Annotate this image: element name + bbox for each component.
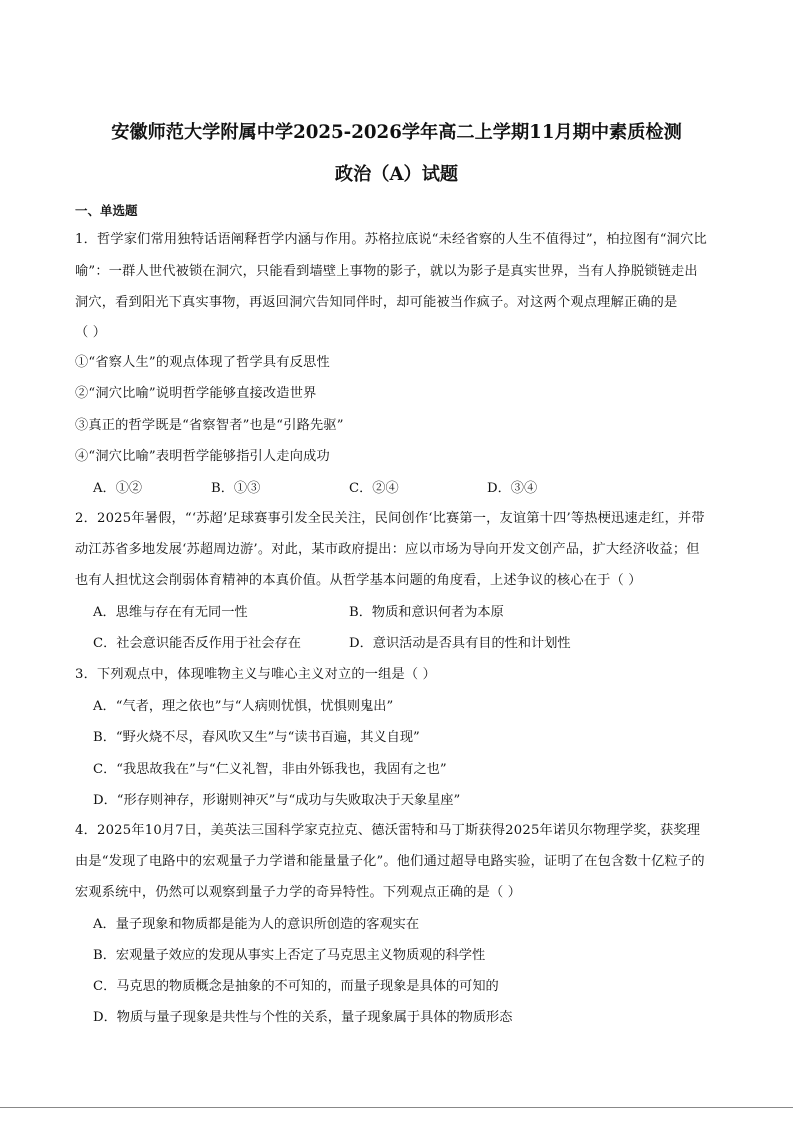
q4-option-b: B．宏观量子效应的发现从事实上否定了马克思主义物质观的科学性	[93, 948, 486, 963]
q2-option-d: D．意识活动是否具有目的性和计划性	[349, 636, 571, 651]
q2-option-b: B．物质和意识何者为本原	[349, 605, 504, 620]
q1-option-b: B．①③	[211, 481, 261, 496]
q3-stem-line1: 3．下列观点中，体现唯物主义与唯心主义对立的一组是（ ）	[75, 667, 437, 682]
q1-stem-line4: （ ）	[75, 325, 107, 340]
page-title-line1: 安徽师范大学附属中学2025-2026学年高二上学期11月期中素质检测	[111, 122, 682, 143]
q3-option-c: C．“我思故我在”与“仁义礼智，非由外铄我也，我固有之也”	[93, 762, 447, 777]
q1-option-c: C．②④	[349, 481, 399, 496]
section-heading: 一、单选题	[75, 203, 138, 218]
q1-statement-4: ④“洞穴比喻”表明哲学能够指引人走向成功	[75, 449, 330, 464]
q1-stem-line1: 1．哲学家们常用独特话语阐释哲学内涵与作用。苏格拉底说“未经省察的人生不值得过”，柏拉图有“洞穴比	[75, 232, 707, 247]
page-bottom-rule	[0, 1107, 793, 1108]
q4-option-c: C．马克思的物质概念是抽象的不可知的，而量子现象是具体的可知的	[93, 979, 499, 994]
q1-statement-1: ①“省察人生”的观点体现了哲学具有反思性	[75, 355, 330, 370]
q4-stem-line3: 宏观系统中，仍然可以观察到量子力学的奇异特性。下列观点正确的是（ ）	[75, 885, 522, 900]
q3-option-b: B．“野火烧不尽，春风吹又生”与“读书百遍，其义自现”	[93, 730, 420, 745]
q2-stem-line1: 2．2025年暑假，“‘苏超’足球赛事引发全民关注，民间创作‘比赛第一，友谊第十四’等热梗迅速走红，并带	[75, 511, 705, 526]
q4-stem-line1: 4．2025年10月7日，美英法三国科学家克拉克、德沃雷特和马丁斯获得2025年诺贝尔物理学奖，获奖理	[75, 823, 701, 838]
q2-option-c: C．社会意识能否反作用于社会存在	[93, 636, 301, 651]
q1-option-a: A．①②	[93, 481, 143, 496]
q1-option-d: D．③④	[487, 481, 538, 496]
q3-option-d: D．“形存则神存，形谢则神灭”与“成功与失败取决于天象星座”	[93, 793, 461, 808]
q1-statement-3: ③真正的哲学既是“省察智者”也是“引路先驱”	[75, 418, 344, 433]
q2-option-a: A．思维与存在有无同一性	[93, 605, 248, 620]
q4-option-a: A．量子现象和物质都是能为人的意识所创造的客观实在	[93, 917, 420, 932]
q4-option-d: D．物质与量子现象是共性与个性的关系，量子现象属于具体的物质形态	[93, 1010, 513, 1025]
q3-option-a: A．“气者，理之依也”与“人病则忧惧，忧惧则鬼出”	[93, 699, 394, 714]
q2-stem-line2: 动江苏省多地发展‘苏超周边游’。对此，某市政府提出：应以市场为导向开发文创产品，扩大经济收益；但	[75, 542, 700, 557]
q1-stem-line3: 洞穴，看到阳光下真实事物，再返回洞穴告知同伴时，却可能被当作疯子。对这两个观点理解正确的是	[75, 295, 678, 310]
q4-stem-line2: 由是“发现了电路中的宏观量子力学谱和能量量子化”。他们通过超导电路实验，证明了在包含数十亿粒子的	[75, 854, 705, 869]
page-title-line2: 政治（A）试题	[334, 164, 459, 185]
q2-stem-line3: 也有人担忧这会削弱体育精神的本真价值。从哲学基本问题的角度看，上述争议的核心在于（ ）	[75, 573, 642, 588]
q1-stem-line2: 喻”：一群人世代被锁在洞穴，只能看到墙壁上事物的影子，就以为影子是真实世界，当有人挣脱锁链走出	[75, 264, 698, 279]
q1-statement-2: ②“洞穴比喻”说明哲学能够直接改造世界	[75, 386, 317, 401]
